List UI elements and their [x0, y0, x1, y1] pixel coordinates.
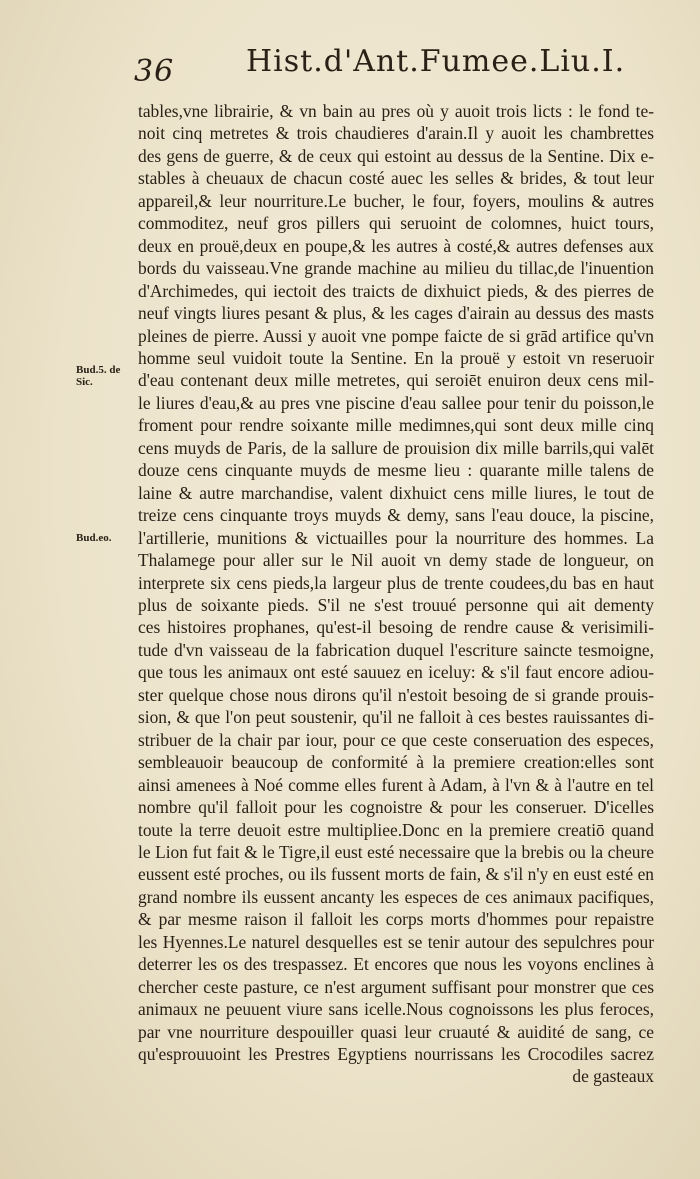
text-line: appareil,& leur nourriture.Le bucher, le four, foyers, moulins & autres [138, 190, 654, 211]
body-text [138, 100, 654, 1088]
text-line: commoditez, neuf gros pillers qui seruoint de colomnes, huict tours, [138, 213, 654, 234]
text-line: d'eau contenant deux mille metretes, qui seroiēt enuiron deux cens mil- [138, 370, 654, 391]
catchword: de gasteaux [572, 1066, 654, 1087]
text-line: sion, & que l'on peut soustenir, qu'il ne falloit à ces bestes rauissantes di- [138, 707, 654, 728]
text-line: interprete six cens pieds,la largeur plus de trente coudees,du bas en haut [138, 572, 654, 593]
text-line: deterrer les os des trespassez. Et encores que nous les voyons enclines à [138, 954, 654, 975]
text-line: stribuer de la chair par iour, pour ce que ceste conseruation des especes, [138, 729, 654, 750]
margin-note: Bud.5. de Sic. [76, 364, 121, 388]
text-line: laine & autre marchandise, valent dixhuict cens mille liures, le tout de [138, 482, 654, 503]
text-line: homme seul vuidoit toute la Sentine. En la prouë y estoit vn reseruoir [138, 347, 654, 368]
text-line: chercher ceste pasture, ce n'est argument suffisant pour monstrer que ces [138, 976, 654, 997]
text-line: pleines de pierre. Aussi y auoit vne pompe faicte de si grād artifice qu'vn [138, 325, 654, 346]
text-line: ainsi amenees à Noé comme elles furent à Adam, à l'vn & à l'autre en tel [138, 774, 654, 795]
text-line: plus de soixante pieds. S'il ne s'est trouué personne qui ait dementy [138, 594, 654, 615]
text-line: douze cens cinquante muyds de mesme lieu : quarante mille talens de [138, 460, 654, 481]
text-line: animaux ne peuuent viure sans icelle.Nous cognoissons les plus feroces, [138, 999, 654, 1020]
text-line: grand nombre ils eussent ancanty les especes de ces animaux pacifiques, [138, 886, 654, 907]
text-line: deux en prouë,deux en poupe,& les autres à costé,& autres defenses aux [138, 235, 654, 256]
text-line: treize cens cinquante troys muyds & demy, sans l'eau douce, la piscine, [138, 505, 654, 526]
text-line: les Hyennes.Le naturel desquelles est se tenir autour des sepulchres pour [138, 931, 654, 952]
text-line: noit cinq metretes & trois chaudieres d'arain.Il y auoit les chambrettes [138, 123, 654, 144]
text-line: & par mesme raison il falloit les corps morts d'hommes pour repaistre [138, 909, 654, 930]
text-line: que tous les animaux ont esté sauuez en iceluy: & s'il faut encore adiou- [138, 662, 654, 683]
text-line: tude d'vn vaisseau de la fabrication duquel l'escriture saincte tesmoigne, [138, 639, 654, 660]
text-line: cens muyds de Paris, de la sallure de prouision dix mille barrils,qui valēt [138, 437, 654, 458]
text-line: le liures d'eau,& au pres vne piscine d'eau sallee pour tenir du poisson,le [138, 392, 654, 413]
text-line: l'artillerie, munitions & victuailles pour la nourriture des hommes. La [138, 527, 654, 548]
text-line: d'Archimedes, qui iectoit des traicts de dixhuict pieds, & des pierres de [138, 280, 654, 301]
text-line: par vne nourriture despouiller quasi leur cruauté & auidité de sang, ce [138, 1021, 654, 1042]
text-line: eussent esté proches, ou ils fussent morts de fain, & s'il n'y en eust esté en [138, 864, 654, 885]
text-line: des gens de guerre, & de ceux qui estoint au dessus de la Sentine. Dix e- [138, 145, 654, 166]
text-line: sembleauoir beaucoup de conformité à la premiere creation:elles sont [138, 752, 654, 773]
text-line: qu'esprouuoint les Prestres Egyptiens nourrissans les Crocodiles sacrez [138, 1044, 654, 1065]
margin-note: Bud.eo. [76, 532, 112, 544]
text-line: Thalamege pour aller sur le Nil auoit vn demy stade de longueur, on [138, 550, 654, 571]
running-head: Hist.d'Ant.Fumee.Liu.I. [246, 44, 626, 79]
text-line: nombre qu'il falloit pour les cognoistre & pour les conseruer. D'icelles [138, 797, 654, 818]
text-line: froment pour rendre soixante mille medimnes,qui sont deux mille cinq [138, 415, 654, 436]
text-line: stables à cheuaux de chacun costé auec les selles & brides, & tout leur [138, 168, 654, 189]
text-line: le Lion fut fait & le Tigre,il eust esté necessaire que la brebis ou la cheure [138, 841, 654, 862]
text-line: ces histoires prophanes, qu'est-il besoing de rendre cause & verisimili- [138, 617, 654, 638]
text-line: tables,vne librairie, & vn bain au pres où y auoit trois licts : le fond te- [138, 101, 654, 121]
text-line: neuf vingts liures pesant & plus, & les cages d'airain au dessus des masts [138, 303, 654, 324]
text-line: toute la terre deuoit estre multipliee.Donc en la premiere creatiō quand [138, 819, 654, 840]
page-number: 36 [134, 54, 175, 89]
text-line: ster quelque chose nous dirons qu'il n'estoit besoing de si grande prouis- [138, 684, 654, 705]
text-line: bords du vaisseau.Vne grande machine au milieu du tillac,de l'inuention [138, 258, 654, 279]
